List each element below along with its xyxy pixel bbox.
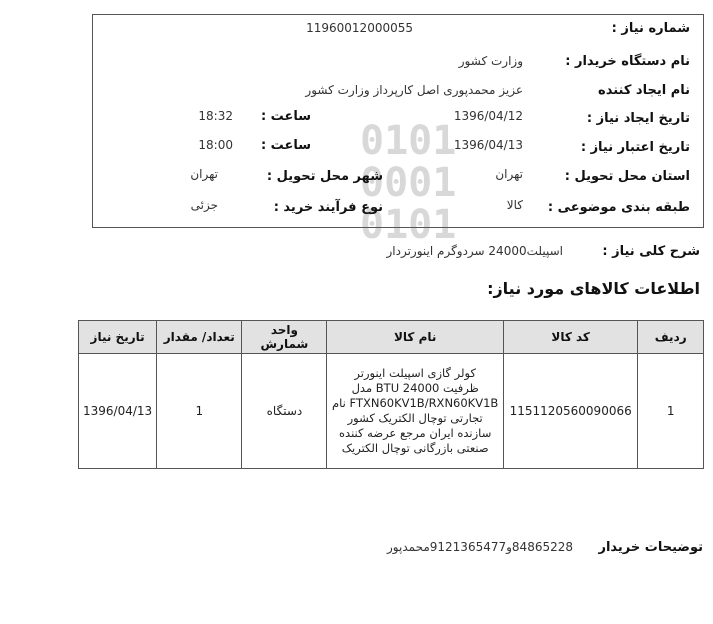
goods-table: [78, 320, 704, 469]
goods-qty: 1: [157, 354, 242, 469]
buyer-org-label: نام دستگاه خریدار :: [565, 54, 690, 69]
process-value: جزئی: [190, 198, 218, 212]
need-info-box: [92, 14, 704, 228]
category-value: کالا: [506, 198, 523, 212]
buyer-notes-label: توضیحات خریدار: [598, 540, 703, 555]
col-date-header: تاریخ نیاز: [79, 321, 157, 354]
created-time-value: 18:32: [198, 109, 233, 123]
goods-name-line: سازنده ایران مرجع عرضه کننده: [339, 426, 492, 440]
buyer-org-value: وزارت کشور: [458, 54, 523, 68]
goods-name: [327, 354, 503, 469]
row-number: 1: [638, 354, 704, 469]
province-value: تهران: [495, 167, 523, 181]
goods-name-line: تجارتی توچال الکتریک کشور: [347, 411, 483, 425]
col-row-header: ردیف: [638, 321, 704, 354]
summary-value: اسپیلت24000 سردوگرم اینورتردار: [386, 244, 563, 258]
creator-value: عزیز محمدپوری اصل کارپرداز وزارت کشور: [305, 83, 523, 97]
watermark-line: 0101: [360, 202, 457, 248]
city-label: شهر محل تحویل :: [266, 169, 383, 184]
goods-need-date: 1396/04/13: [79, 354, 157, 469]
created-date-label: تاریخ ایجاد نیاز :: [586, 111, 690, 126]
city-value: تهران: [190, 167, 218, 181]
col-unit-header: واحد شمارش: [242, 321, 327, 354]
goods-name-line: صنعتی بازرگانی توچال الکتریک: [341, 441, 489, 455]
goods-unit: دستگاه: [242, 354, 327, 469]
valid-date-value: 1396/04/13: [453, 138, 523, 152]
watermark-line: 0001: [360, 160, 457, 206]
need-number-value: 11960012000055: [306, 21, 413, 35]
summary-label: شرح کلی نیاز :: [602, 244, 700, 259]
col-name-header: نام کالا: [327, 321, 503, 354]
goods-name-line: کولر گازی اسپیلت اینورتر: [354, 366, 476, 380]
creator-label: نام ایجاد کننده: [598, 83, 690, 98]
created-time-label: ساعت :: [260, 109, 311, 124]
valid-time-value: 18:00: [198, 138, 233, 152]
goods-section-title: اطلاعات کالاهای مورد نیاز:: [487, 279, 700, 298]
valid-date-label: تاریخ اعتبار نیاز :: [580, 140, 690, 155]
need-number-label: شماره نیاز :: [611, 21, 690, 36]
watermark-line: 0101: [360, 118, 457, 164]
province-label: استان محل تحویل :: [564, 169, 690, 184]
buyer-notes-value: 84865228و9121365477محمدپور: [387, 540, 573, 554]
col-code-header: کد کالا: [503, 321, 638, 354]
category-label: طبقه بندی موضوعی :: [547, 200, 690, 215]
created-date-value: 1396/04/12: [453, 109, 523, 123]
valid-time-label: ساعت :: [260, 138, 311, 153]
col-qty-header: تعداد/ مقدار: [157, 321, 242, 354]
goods-name-line: FTXN60KV1B/RXN60KV1B نام: [332, 396, 499, 410]
goods-table-header: [79, 321, 704, 354]
goods-code: 1151120560090066: [503, 354, 638, 469]
goods-name-line: ظرفیت BTU 24000 مدل: [351, 381, 479, 395]
table-row: [79, 354, 704, 469]
process-label: نوع فرآیند خرید :: [273, 200, 383, 215]
